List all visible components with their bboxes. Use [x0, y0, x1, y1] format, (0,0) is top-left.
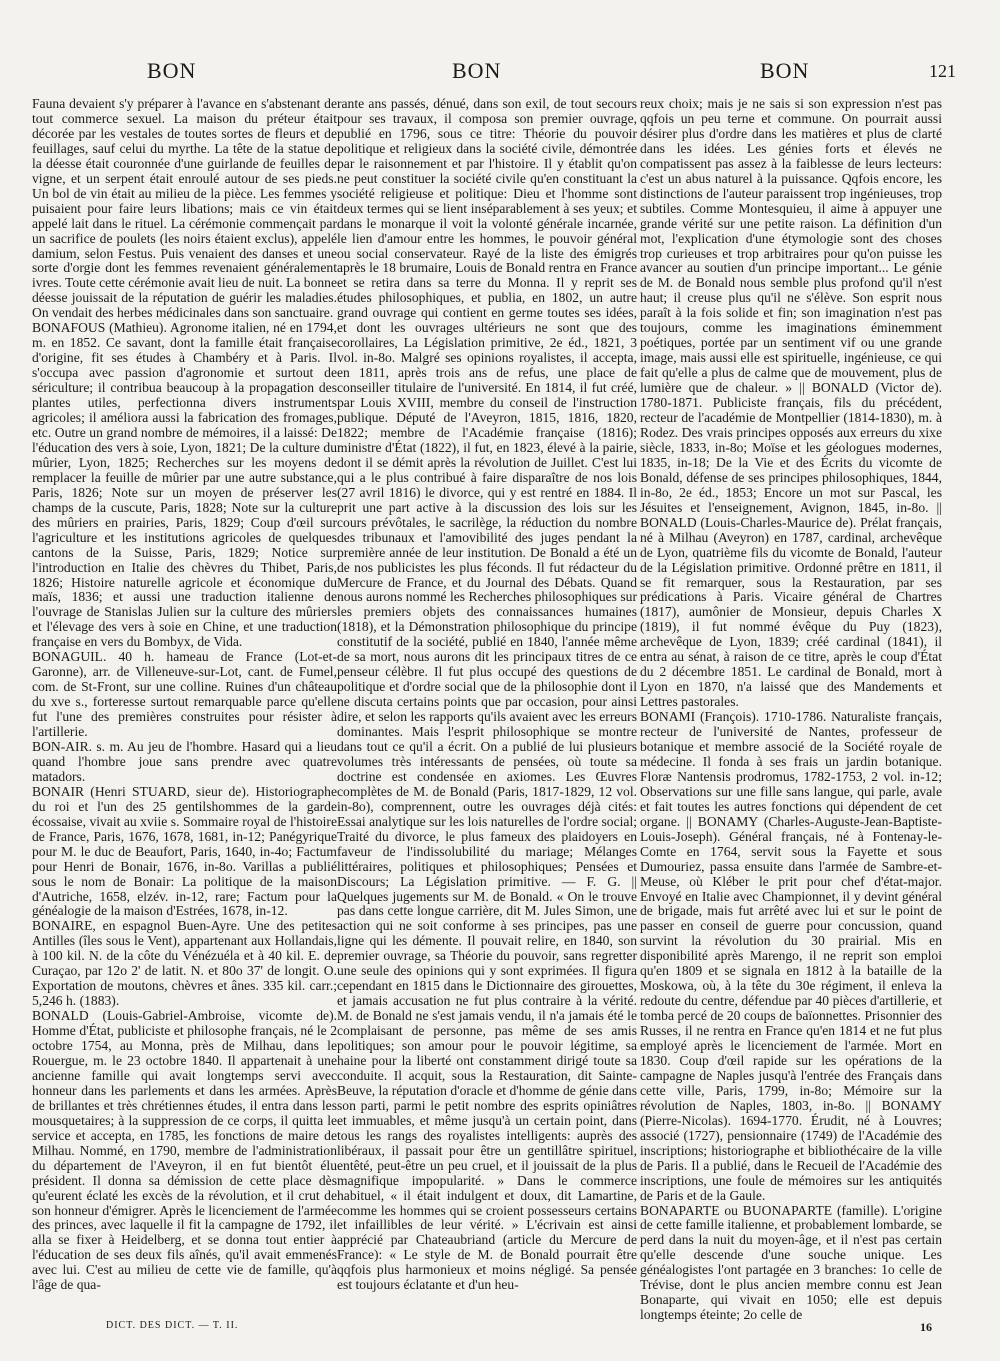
- entry-bonaire: BONAIRE, en espagnol Buen-Ayre. Une des petites Antilles (îles sous le Vent), appartenant aux Hollandais, à 100 kil. N. de la côte du Vénézuéla et à 40 kil. E. de Curaçao, par 12o 2' de latit. N. et 80o 37' de longit. O. Exportation de moutons, chèvres et ânes. 335 kil. carr.; 5,246 h. (1883).: [32, 918, 337, 1009]
- column-center: [337, 97, 637, 1293]
- header-word-center: BON: [452, 58, 502, 83]
- entry-bonafous: BONAFOUS (Mathieu). Agronome italien, né en 1794, m. en 1852. Ce savant, dont la famille était française d'origine, fit ses études à Chambéry et à Paris. Il s'occupa avec passion d'agronomie et surtout de sériculture; il contribua beaucoup à la propagation des plantes utiles, perfectionna divers instruments agricoles; il améliora aussi la fabrication des fromages, etc. Outre un grand nombre de mémoires, il a laissé: De l'éducation des vers à soie, Lyon, 1821; De la culture du mûrier, Lyon, 1825; Recherches sur les moyens de remplacer la feuille de mûrier par une autre substance, Paris, 1826; Note sur un moyen de préserver les champs de la cuscute, Paris, 1828; Note sur la culture des mûriers en prairies, Paris, 1829; Coup d'œil sur l'agriculture et les institutions agricoles de quelques cantons de la Suisse, Paris, 1829; Notice sur l'introduction en Italie des chèvres du Thibet, Paris, 1826; Histoire naturelle agricole et économique du maïs, 1836; et aussi une traduction italienne de l'ouvrage de Stanislas Julien sur la culture des mûriers et l'élevage des vers à soie en Chine, et une traduction française en vers du Bombyx, de Vida.: [32, 320, 337, 650]
- page-number: 121: [929, 61, 956, 81]
- header-word-left: BON: [147, 58, 197, 83]
- footer-signature: DICT. DES DICT. — T. II.: [106, 1320, 239, 1331]
- paragraph: reux choix; mais je ne sais si son expression n'est pas qqfois un peu terne et commune. On pourrait aussi désirer plus d'ordre dans les matières et plus de clarté dans les idées. Les génies forts et élevés ne compatissent pas assez à la faiblesse de leurs lecteurs: c'est un abus naturel à la puissance. Qqfois encore, les distinctions de l'auteur paraissent trop ingénieuses, trop subtiles. Comme Montesquieu, il aime à appuyer une grande vérité sur une petite raison. La définition d'un mot, l'explication d'une étymologie sont des choses trop curieuses et trop arbitraires pour qu'on puisse les avancer au soutien d'un principe important... Le génie de M. de Bonald nous semble plus profond qu'il n'est haut; il creuse plus qu'il ne s'élève. Son esprit nous paraît à la fois solide et fin; son imagination n'est pas toujours, comme les imaginations éminemment poétiques, portée par un sentiment vif ou une grande image, mais aussi elle est spirituelle, ingénieuse, ce qui fait qu'elle a plus de calme que de mouvement, plus de lumière que de chaleur. » || BONALD (Victor de). 1780-1871. Publiciste français, fils du précédent, recteur de l'académie de Montpellier (1814-1830), m. à Rodez. Des vrais principes opposés aux erreurs du xixe siècle, 1833, in-8o; Moïse et les géologues modernes, 1835, in-18; De la Vie et des Écrits du vicomte de Bonald, défense de ses principes philosophiques, 1844, in-8o, 2e éd., 1853; Encore un mot sur Pascal, les Jésuites et l'enseignement, Avignon, 1845, in-8o. || BONALD (Louis-Charles-Maurice de). Prélat français, né à Milhau (Aveyron) en 1787, cardinal, archevêque de Lyon, quatrième fils du vicomte de Bonald, l'auteur de la Législation primitive. Ordonné prêtre en 1811, il se fit remarquer, sous la Restauration, par ses prédications à Paris. Vicaire général de Chartres (1817), aumônier de Monsieur, depuis Charles X (1819), il fut nommé évêque du Puy (1823), archevêque de Lyon, 1839; créé cardinal (1841), il entra au sénat, à raison de ce titre, après le coup d'État du 2 décembre 1851. Le cardinal de Bonald, mort à Lyon en 1870, n'a laissé que des Mandements et Lettres pastorales.: [640, 96, 942, 710]
- entry-bonaparte: BONAPARTE ou BUONAPARTE (famille). L'origine de cette famille italienne, et probablement lombarde, se perd dans la nuit du moyen-âge, et il n'est pas certain qu'elle descende d'une souche unique. Les généalogistes l'ont partagée en 3 branches: 1o celle de Trévise, dont le plus ancien membre connu est Jean Bonaparte, qui vivait en 1050; elle est depuis longtemps éteinte; 2o celle de: [640, 1202, 942, 1323]
- footer-sheet-number: 16: [920, 1320, 932, 1334]
- entry-bonair: BONAIR (Henri STUARD, sieur de). Historiographe du roi et l'un des 25 gentilshommes de la garde écossaise, vivait au xviie s. Sommaire royal de l'histoire de France, Paris, 1676, 1678, 1681, in-12; Panégyrique pour M. le duc de Beaufort, Paris, 1640, in-4o; Factum pour Henri de Bonair, 1676, in-8o. Varillas a publié sous le nom de Bonair: La politique de la maison d'Autriche, 1658, elzév. in-12, rare; Factum pour la généalogie de la maison d'Estrées, 1678, in-12.: [32, 783, 337, 919]
- entry-bonald: BONALD (Louis-Gabriel-Ambroise, vicomte de). Homme d'État, publiciste et philosophe français, né le 2 octobre 1754, au Monna, près de Milhau, dans le Rouergue, m. le 23 octobre 1840. Il appartenait à une ancienne famille qui avait longtemps servi avec honneur dans les parlements et dans les armées. Après de brillantes et très chrétiennes études, il entra dans les mousquetaires; à la suppression de ce corps, il quitta le service et accepta, en 1785, les fonctions de maire de Milhau. Nommé, en 1790, membre de l'administration du département de l'Aveyron, il en fut bientôt élu président. Il donna sa démission de cette place dès qu'eurent éclaté les excès de la révolution, et il crut de son honneur d'émigrer. Après le licenciement de l'armée des princes, avec laquelle il fit la campagne de 1792, il alla se fixer à Heidelberg, et se donna tout entier à l'éducation de ses deux fils aînés, qu'il avait emmenés avec lui. C'est au milieu de cette vie de famille, qu'à l'âge de qua-: [32, 1008, 337, 1293]
- entry-bonaguil: BONAGUIL. 40 h. hameau de France (Lot-et-Garonne), arr. de Villeneuve-sur-Lot, cant. de Fumel, com. de St-Front, sur une colline. Ruines d'un château du xve s., forteresse surtout remarquable parce qu'elle fut l'une des premières construites pour résister à l'artillerie.: [32, 649, 337, 740]
- running-header: [0, 58, 1000, 88]
- column-right: [640, 97, 942, 1323]
- entry-bonami: BONAMI (François). 1710-1786. Naturaliste français, recteur de l'université de Nantes, professeur de botanique et membre associé de la Société royale de médecine. Il fonda à ses frais un jardin botanique. Floræ Nantensis prodromus, 1782-1753, 2 vol. in-12; Observations sur une fille sans langue, qui parle, avale et fait toutes les autres fonctions qui dépendent de cet organe. || BONAMY (Charles-Auguste-Jean-Baptiste-Louis-Joseph). Général français, né à Fontenay-le-Comte en 1764, servit sous la Fayette et sous Dumouriez, passa ensuite dans l'armée de Sambre-et-Meuse, où Kléber le prit pour chef d'état-major. Envoyé en Italie avec Championnet, il y devint général de brigade, mais fut arrêté avec lui et sur le point de passer en conseil de guerre pour concussion, quand survint la révolution du 30 prairial. Mis en disponibilité après Marengo, il ne reprit son emploi qu'en 1809 et se signala en 1812 à la bataille de la Moskowa, où, à la tête du 30e régiment, il enleva la redoute du centre, défendue par 40 pièces d'artillerie, et tomba percé de 20 coups de baïonnettes. Prisonnier des Russes, il ne rentra en France qu'en 1814 et ne fut plus employé après le licenciement de l'armée. Mort en 1830. Coup d'œil rapide sur les opérations de la campagne de Naples jusqu'à l'entrée des Français dans cette ville, Paris, 1799, in-8o; Mémoire sur la révolution de Naples, 1803, in-8o. || BONAMY (Pierre-Nicolas). 1694-1770. Érudit, né à Louvres; associé (1727), pensionnaire (1749) de l'Académie des inscriptions; historiographe et bibliothécaire de la ville de Paris. Il a publié, dans le Recueil de l'Académie des inscriptions, une foule de mémoires sur les antiquités de Paris et de la Gaule.: [640, 709, 942, 1203]
- entry-bon-air: BON-AIR. s. m. Au jeu de l'hombre. Hasard qui a lieu quand l'hombre joue sans prendre avec quatre matadors.: [32, 738, 337, 784]
- header-word-right: BON: [760, 58, 810, 83]
- paragraph: Fauna devaient s'y préparer à l'avance en s'abstenant de tout commerce sexuel. La maison du préteur était décorée par les vestales de toutes sortes de fleurs et de feuillages, sauf celui du myrthe. La tête de la statue de la déesse était couronnée d'une guirlande de feuilles de vigne, et un serpent était enroulé autour de ses pieds. Un bol de vin était au milieu de la pièce. Les femmes y puisaient pour faire leurs libations; mais ce vin était appelé lait dans le rituel. La cérémonie commençait par un sacrifice de poulets (les noirs étaient exclus), appelé damium, selon Festus. Puis venaient des danses et une sorte d'orgie dont les femmes revenaient généralement ivres. Toute cette cérémonie avait lieu de nuit. La bonne déesse jouissait de la réputation de guérir les maladies. On vendait des herbes médicinales dans son sanctuaire.: [32, 96, 337, 321]
- paragraph: rante ans passés, dénué, dans son exil, de tout secours pour ses travaux, il composa son premier ouvrage, publié en 1796, sous ce titre: Théorie du pouvoir politique et religieux dans la société civile, démontrée par le raisonnement et par l'histoire. Il y établit qu'on ne peut constituer la société civile qu'en constituant la société religieuse et politique: Dieu et l'homme sont deux termes qui se lient inséparablement à ses yeux; et dans le monarque il voit la volonté générale incarnée, le lien d'amour entre les hommes, le pouvoir général ou social conservateur. Rayé de la liste des émigrés après le 18 brumaire, Louis de Bonald rentra en France et se retira dans sa terre du Monna. Il y reprit ses études philosophiques, et publia, en 1802, un autre grand ouvrage qui contient en germe toutes ses idées, et dont les ouvrages ultérieurs ne sont que des corollaires, La Législation primitive, 2e éd., 1821, 3 vol. in-8o. Malgré ses opinions royalistes, il accepta, en 1811, après trois ans de refus, une place de conseiller titulaire de l'université. En 1814, il fut créé, par Louis XVIII, membre du conseil de l'instruction publique. Député de l'Aveyron, 1815, 1816, 1820, 1822; membre de l'Académie française (1816); ministre d'État (1822), il fut, en 1823, élevé à la pairie, dont il se démit après la révolution de Juillet. C'est lui qui a le plus contribué à faire disparaître de nos lois (27 avril 1816) le divorce, qui y est rentré en 1884. Il prit une part active à la discussion des lois sur les cours prévôtales, le sacrilège, la réduction du nombre des tribunaux et l'amovibilité des juges pendant la première année de leur institution. De Bonald a été un de nos publicistes les plus féconds. Il fut rédacteur du Mercure de France, et du Journal des Débats. Quand nous aurons nommé les Recherches philosophiques sur les premiers objets des connaissances humaines (1818), et la Démonstration philosophique du principe constitutif de la société, publié en 1840, l'année même de sa mort, nous aurons dit les principaux titres de ce penseur célèbre. Il fut plus occupé des questions de politique et d'ordre social que de la philosophie dont il ne discuta certains points que par occasion, pour ainsi dire, et selon les rapports qu'ils avaient avec les erreurs dominantes. Mais l'esprit philosophique se montre dans tout ce qu'il a écrit. On a publié de lui plusieurs volumes très intéressants de pensées, où toute sa doctrine est condensée en axiomes. Les Œuvres complètes de M. de Bonald (Paris, 1817-1829, 12 vol. in-8o), comprennent, outre les ouvrages déjà cités: Essai analytique sur les lois naturelles de l'ordre social; Traité du divorce, le plus fameux des plaidoyers en faveur de l'indissolubilité du mariage; Mélanges littéraires, politiques et philosophiques; Pensées et Discours; La Législation primitive. — F. G. || Quelques jugements sur M. de Bonald. « On le trouve pas dans cette longue carrière, dit M. Jules Simon, une action qui ne soit conforme à ses principes, pas une ligne qui les démente. Il pouvait relire, en 1840, son premier ouvrage, sa Théorie du pouvoir, sans regretter une seule des opinions qui y sont exprimées. Il figura cependant en 1815 dans le Dictionnaire des girouettes, et jamais accusation ne fut plus contraire à la vérité. M. de Bonald ne s'est jamais vendu, il n'a jamais été le complaisant de personne, pas même de ses amis politiques; son amour pour le pouvoir légitime, sa haine pour la liberté ont constamment dirigé toute sa conduite. Il acquit, sous la Restauration, dit Sainte-Beuve, la réputation d'oracle et d'homme de génie dans son parti, parmi le petit nombre des esprits opiniâtres et immuables, et même jusqu'à un certain point, dans tous les rangs des royalistes intelligents: auprès des libéraux, il passait pour être un gentillâtre spirituel, entêté, peut-être un peu cruel, et il jouissait de la plus magnifique impopularité. » Dans le commerce habituel, « il était indulgent et doux, dit Lamartine, comme les hommes qui se croient possesseurs certains et infaillibles de leur vérité. » L'écrivain est ainsi apprécié par Chateaubriand (article du Mercure de France): « Le style de M. de Bonald pourrait être qqfois plus harmonieux et moins négligé. Sa pensée est toujours éclatante et d'un heu-: [337, 96, 637, 1293]
- column-left: [32, 97, 337, 1293]
- page-footer: [0, 1320, 1000, 1340]
